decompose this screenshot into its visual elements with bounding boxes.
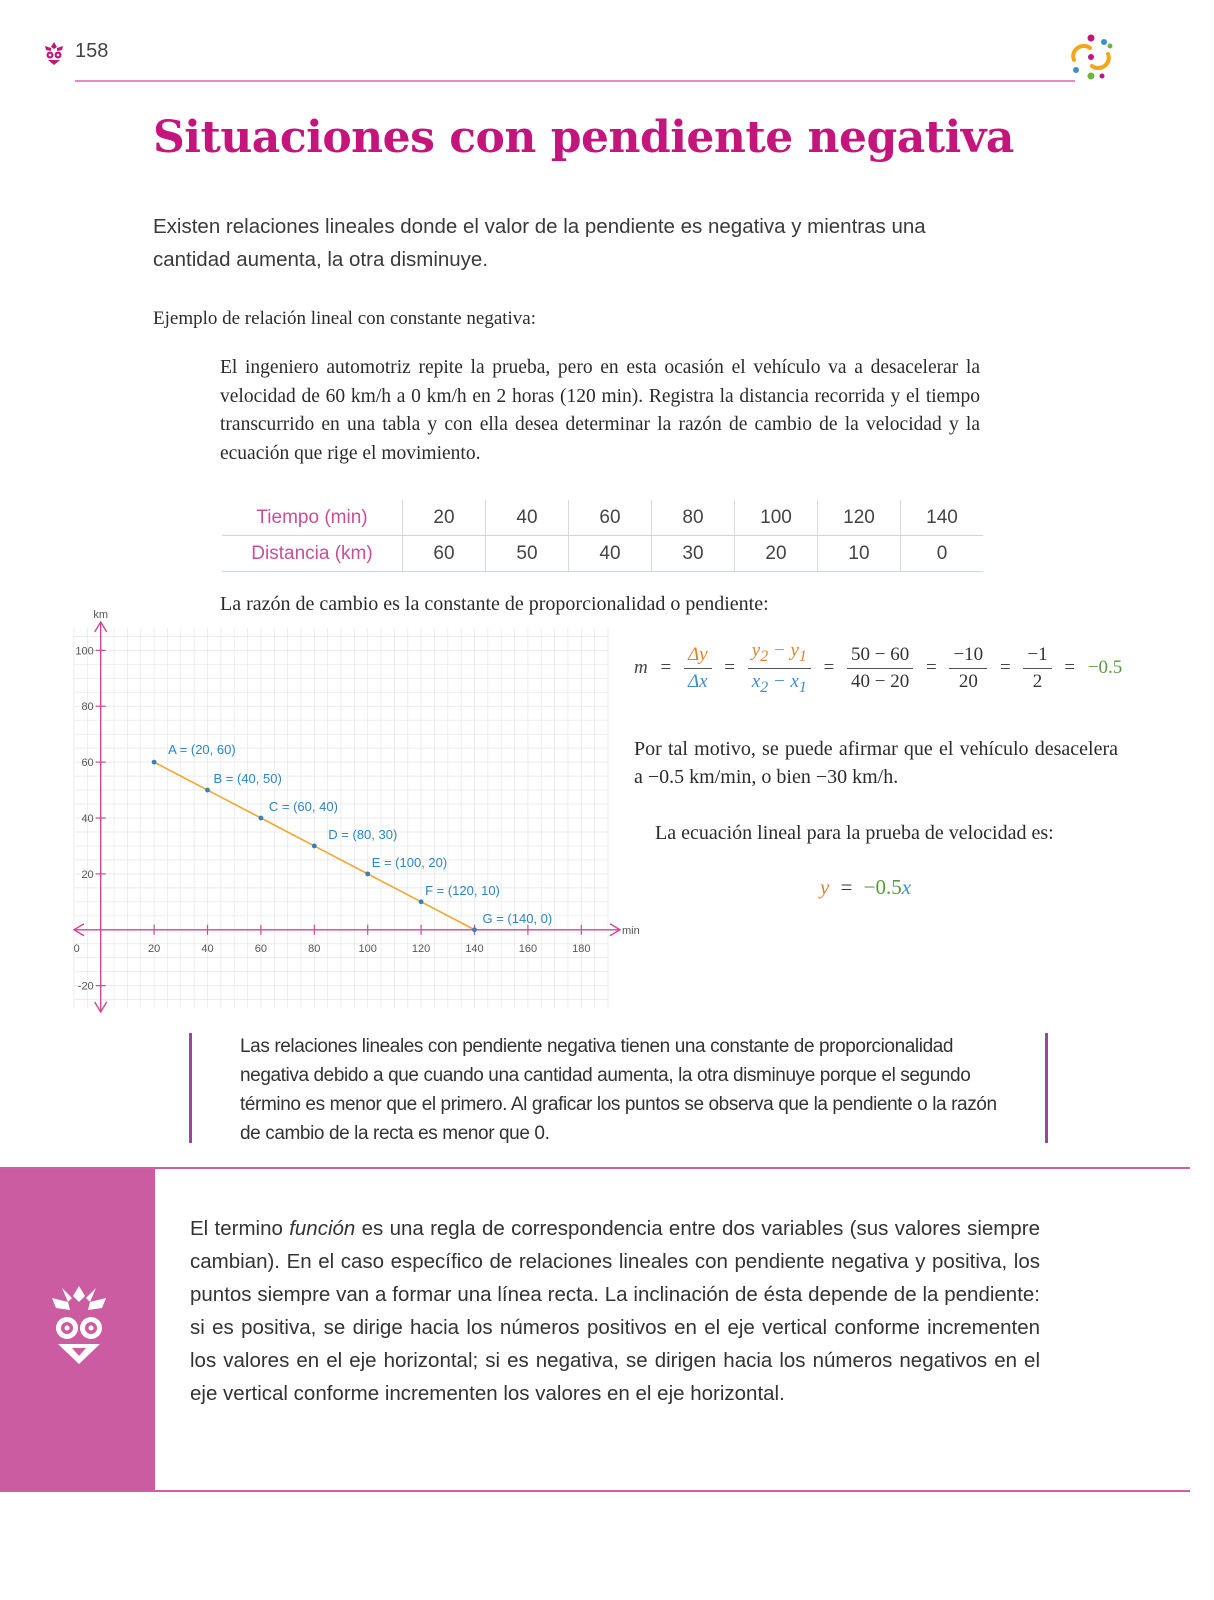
- y-difference: [748, 640, 811, 669]
- box-text-emphasis: función: [289, 1217, 356, 1240]
- x-tick-label: 0: [73, 942, 80, 955]
- x2: x: [751, 670, 761, 692]
- denominator-reduced: 2: [1032, 670, 1043, 692]
- equation-equals: =: [840, 875, 853, 899]
- page-number: 158: [75, 40, 109, 62]
- y-tick-label: -20: [77, 980, 94, 993]
- y2: y: [751, 640, 761, 661]
- x-difference: [748, 669, 811, 697]
- flower-ornament-icon: [42, 40, 66, 66]
- denominator-simplified: 20: [958, 670, 978, 692]
- linear-equation: [820, 875, 911, 900]
- point-label: B = (40, 50): [213, 771, 282, 787]
- data-point: [365, 871, 370, 876]
- equation-y: y: [820, 875, 830, 899]
- x-tick-label: 80: [308, 942, 321, 955]
- delta-y: Δy: [684, 644, 712, 669]
- y-tick-label: 80: [81, 701, 94, 714]
- flower-emblem-icon: [48, 1284, 110, 1366]
- x-axis-label: min: [622, 924, 640, 937]
- x2-sub: 2: [760, 678, 769, 696]
- x-tick-label: 180: [572, 942, 591, 955]
- box-side-panel: [0, 1169, 155, 1490]
- fraction-points: [748, 640, 811, 697]
- x-tick-label: 120: [411, 942, 431, 955]
- slope-formula: [630, 640, 1126, 697]
- x1: x: [790, 670, 799, 692]
- table-cell: 20: [735, 536, 818, 572]
- table-cell: 120: [818, 500, 901, 536]
- intro-paragraph: Existen relaciones lineales donde el valor de la pendiente es negativa y mientras una cantidad aumenta, la otra disminuye.: [153, 215, 926, 271]
- data-point: [152, 760, 157, 765]
- x-tick-label: 60: [254, 942, 268, 955]
- numerator-values: 50 − 60: [847, 644, 913, 669]
- example-label: Ejemplo de relación lineal con constante negativa:: [153, 308, 537, 329]
- table-cell: 10: [818, 536, 901, 572]
- y1-sub: 1: [798, 647, 807, 665]
- table-cell: 140: [901, 500, 984, 536]
- line-chart: [60, 610, 650, 1030]
- data-point: [472, 927, 477, 932]
- y-tick-label: 100: [75, 645, 94, 658]
- data-point: [259, 816, 264, 821]
- table-cell: 50: [486, 536, 569, 572]
- box-bottom-rule: [0, 1490, 1190, 1492]
- point-label: C = (60, 40): [268, 799, 338, 814]
- x-tick-label: 140: [465, 942, 484, 955]
- function-definition-text: [190, 1212, 1040, 1410]
- y-tick-label: 40: [81, 813, 94, 825]
- x-tick-label: 100: [358, 942, 377, 955]
- denominator-values: 40 − 20: [851, 670, 910, 692]
- point-label: E = (100, 20): [371, 854, 448, 870]
- rate-of-change-text: La razón de cambio es la constante de proporcionalidad o pendiente:: [220, 593, 769, 615]
- equation-coefficient: −0.5: [863, 875, 902, 899]
- formula-result: −0.5: [1087, 657, 1123, 679]
- x-tick-label: 40: [201, 942, 214, 955]
- fraction-simplified: [949, 644, 987, 693]
- x1-sub: 1: [798, 678, 807, 696]
- box-text-post: es una regla de correspondencia entre dos variables (sus valores siempre cambian). En el caso específico de relaciones lineales con pendiente negativa y positiva, los puntos siempre van a formar una línea recta. La inclinación de ésta depende de la pendiente: si es positiva, se dirige hacia los números positivos en el eje vertical conforme incrementen los valores en el eje horizontal; si es negativa, se dirigen hacia los números negativos en el eje vertical conforme incrementen los valores en el eje horizontal.: [190, 1217, 1040, 1405]
- delta-x: Δx: [687, 670, 708, 692]
- x-tick-label: 160: [518, 942, 538, 955]
- fraction-delta: [684, 644, 712, 693]
- formula-equals: =: [724, 657, 736, 679]
- formula-m: m: [634, 657, 648, 679]
- table-cell: 60: [403, 536, 486, 572]
- y-tick-label: 20: [81, 868, 94, 881]
- point-label: A = (20, 60): [168, 742, 236, 758]
- point-label: D = (80, 30): [328, 826, 398, 842]
- formula-equals: =: [1064, 657, 1076, 679]
- note-paragraph: Las relaciones lineales con pendiente negativa tienen una constante de proporcionalidad negativa debido a que cuando una cantidad aumenta, la otra disminuye porque el segundo término es menor que el primero. Al graficar los puntos se observa que la pendiente o la razón de cambio de la recta es menor que 0.: [240, 1036, 997, 1144]
- data-table: [222, 500, 983, 572]
- table-cell: 80: [652, 500, 735, 536]
- conclusion-text: Por tal motivo, se puede afirmar que el vehículo desacelera a −0.5 km/min, o bien −30 km/h.: [634, 738, 1118, 788]
- problem-statement: El ingeniero automotriz repite la prueba, pero en esta ocasión el vehículo va a desacelerar la velocidad de 60 km/h a 0 km/h en 2 horas (120 min). Registra la distancia recorrida y el tiempo transcurrido en una tabla y con ella desea determinar la razón de cambio de la velocidad y la ecuación que rige el movimiento.: [220, 357, 980, 464]
- x-tick-label: 20: [147, 942, 161, 955]
- box-top-rule: [0, 1167, 1190, 1169]
- table-cell: 30: [652, 536, 735, 572]
- header-rule: [75, 80, 1075, 82]
- formula-equals: =: [660, 657, 672, 679]
- table-cell: 20: [403, 500, 486, 536]
- data-point: [205, 788, 210, 793]
- table-cell: 100: [735, 500, 818, 536]
- fraction-values: [847, 644, 913, 693]
- point-label: F = (120, 10): [425, 882, 500, 898]
- formula-equals: =: [823, 657, 835, 679]
- point-label: G = (140, 0): [482, 910, 553, 926]
- row-label-distance: Distancia (km): [222, 536, 403, 572]
- y1: y: [790, 640, 799, 661]
- table-cell: 40: [569, 536, 652, 572]
- data-point: [419, 899, 424, 904]
- table-row-time: [222, 500, 983, 536]
- table-cell: 60: [569, 500, 652, 536]
- fraction-reduced: [1023, 644, 1051, 693]
- equation-label: La ecuación lineal para la prueba de velocidad es:: [655, 822, 1054, 844]
- colorful-logo-icon: [1066, 32, 1116, 82]
- numerator-reduced: −1: [1023, 644, 1051, 669]
- formula-equals: =: [999, 657, 1011, 679]
- numerator-simplified: −10: [949, 644, 987, 669]
- box-text-pre: El termino: [190, 1217, 290, 1240]
- table-cell: 0: [901, 536, 984, 572]
- note-bar-left: [189, 1033, 192, 1143]
- page-title: Situaciones con pendiente negativa: [153, 112, 1014, 163]
- equation-x: x: [901, 875, 912, 899]
- minus: −: [772, 640, 786, 661]
- y2-sub: 2: [760, 647, 769, 665]
- row-label-time: Tiempo (min): [222, 500, 403, 536]
- y-tick-label: 60: [81, 757, 94, 770]
- table-row-distance: [222, 536, 983, 572]
- y-axis-label: km: [93, 610, 109, 621]
- table-cell: 40: [486, 500, 569, 536]
- note-bar-right: [1045, 1033, 1048, 1143]
- formula-equals: =: [926, 657, 937, 679]
- minus: −: [772, 670, 786, 692]
- data-point: [312, 844, 317, 849]
